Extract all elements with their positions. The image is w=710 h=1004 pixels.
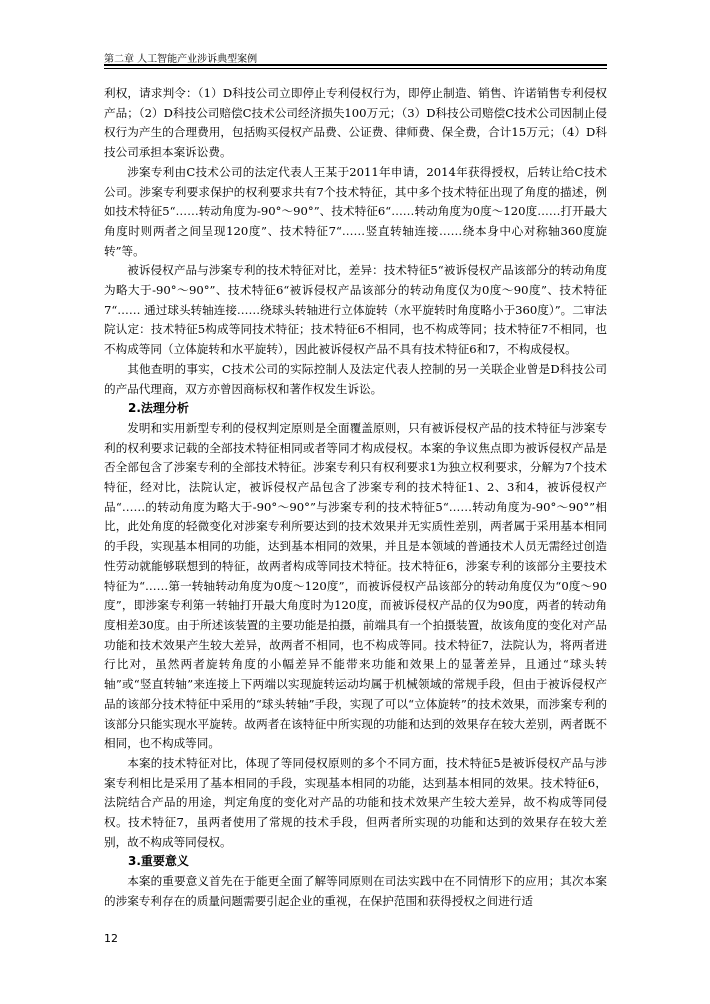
paragraph-feature-comparison: 被诉侵权产品与涉案专利的技术特征对比，差异：技术特征5“被诉侵权产品该部分的转动角度为略大于-90°～90°”、技术特征6“被诉侵权产品该部分的转动角度仅为0度～90度”、技术特征7“…… 通过球头转轴连接……绕球头转轴进行立体旋转（水平旋转时角度略小于360度）”。二审法院认定：技术特征5构成等同技术特征；技术特征6不相同，也不构成等同；技术特征7不相同，也不构成等同（立体旋转和水平旋转），因此被诉侵权产品不具有技术特征6和7，不构成侵权。: [104, 263, 607, 357]
page-number: 12: [104, 932, 118, 945]
running-header: 第二章 人工智能产业涉诉典型案例: [104, 54, 258, 65]
paragraph-analysis-summary: 本案的技术特征对比，体现了等同侵权原则的多个不同方面，技术特征5是被诉侵权产品与涉案专利相比是采用了基本相同的手段，实现基本相同的功能，达到基本相同的效果。技术特征6，法院结合产品的用途，判定角度的变化对产品的功能和技术效果产生较大差异，故不构成等同侵权。技术特征7，虽两者使用了常规的技术手段，但两者所实现的功能和达到的效果存在较大差别，故不构成等同侵权。: [104, 755, 607, 849]
paragraph-claims: 利权，请求判令：（1）D科技公司立即停止专利侵权行为，即停止制造、销售、许诺销售专利侵权产品；（2）D科技公司赔偿C技术公司经济损失100万元；（3）D科技公司赔偿C技术公司因制止侵权行为产生的合理费用，包括购买侵权产品费、公证费、律师费、保全费，合计15万元；（4）D科技公司承担本案诉讼费。: [104, 86, 607, 160]
heading-significance: 3.重要意义: [128, 854, 189, 869]
paragraph-significance: 本案的重要意义首先在于能更全面了解等同原则在司法实践中在不同情形下的应用；其次本案的涉案专利存在的质量问题需要引起企业的重视，在保护范围和获得授权之间进行适: [104, 874, 607, 908]
paragraph-patent-description: 涉案专利由C技术公司的法定代表人王某于2011年申请，2014年获得授权，后转让给C技术公司。涉案专利要求保护的权利要求共有7个技术特征，其中多个技术特征出现了角度的描述，例如技术特征5“……转动角度为-90°～90°”、技术特征6“……转动角度为0度～120度……打开最大角度时则两者之间呈现120度”、技术特征7“……竖直转轴连接……绕本身中心对称轴360度旋转”等。: [104, 164, 607, 258]
header-rule-thick: [104, 64, 607, 66]
body-text: [104, 84, 607, 912]
heading-legal-analysis: 2.法理分析: [128, 401, 189, 416]
paragraph-legal-analysis: 发明和实用新型专利的侵权判定原则是全面覆盖原则，只有被诉侵权产品的技术特征与涉案专利的权利要求记载的全部技术特征相同或者等同才构成侵权。本案的争议焦点即为被诉侵权产品是否全部包含了涉案专利的全部技术特征。涉案专利只有权利要求1为独立权利要求，分解为7个技术特征，经对比，法院认定，被诉侵权产品包含了涉案专利的技术特征1、2、3和4，被诉侵权产品“……的转动角度为略大于-90°～90°”与涉案专利的技术特征5“……转动角度为-90°～90°”相比，此处角度的轻微变化对涉案专利所要达到的技术效果并无实质性差别，两者属于采用基本相同的手段，实现基本相同的功能，达到基本相同的效果，并且是本领域的普通技术人员无需经过创造性劳动就能够联想到的特征，故两者构成等同技术特征。技术特征6，涉案专利的该部分主要技术特征为“……第一转轴转动角度为0度～120度”，而被诉侵权产品该部分的转动角度仅为“0度～90度”，即涉案专利第一转轴打开最大角度时为120度，而被诉侵权产品的仅为90度，两者的转动角度相差30度。由于所述该装置的主要功能是拍摄，前端具有一个拍摄装置，故该角度的变化对产品功能和技术效果产生较大差异，故两者不相同，也不构成等同。技术特征7，法院认为，将两者进行比对，虽然两者旋转角度的小幅差异不能带来功能和效果上的显著差异，且通过“球头转轴”或“竖直转轴”来连接上下两端以实现旋转运动均属于机械领域的常规手段，但由于被诉侵权产品的该部分技术特征中采用的“球头转轴”手段，实现了可以“立体旋转”的技术效果，而涉案专利的该部分只能实现水平旋转。故两者在该特征中所实现的功能和达到的效果存在较大差别，两者既不相同，也不构成等同。: [104, 420, 607, 751]
header-rule-thin: [104, 68, 607, 69]
paragraph-other-facts: 其他查明的事实，C技术公司的实际控制人及法定代表人控制的另一关联企业曾是D科技公司的产品代理商，双方亦曾因商标权和著作权发生诉讼。: [104, 361, 607, 396]
